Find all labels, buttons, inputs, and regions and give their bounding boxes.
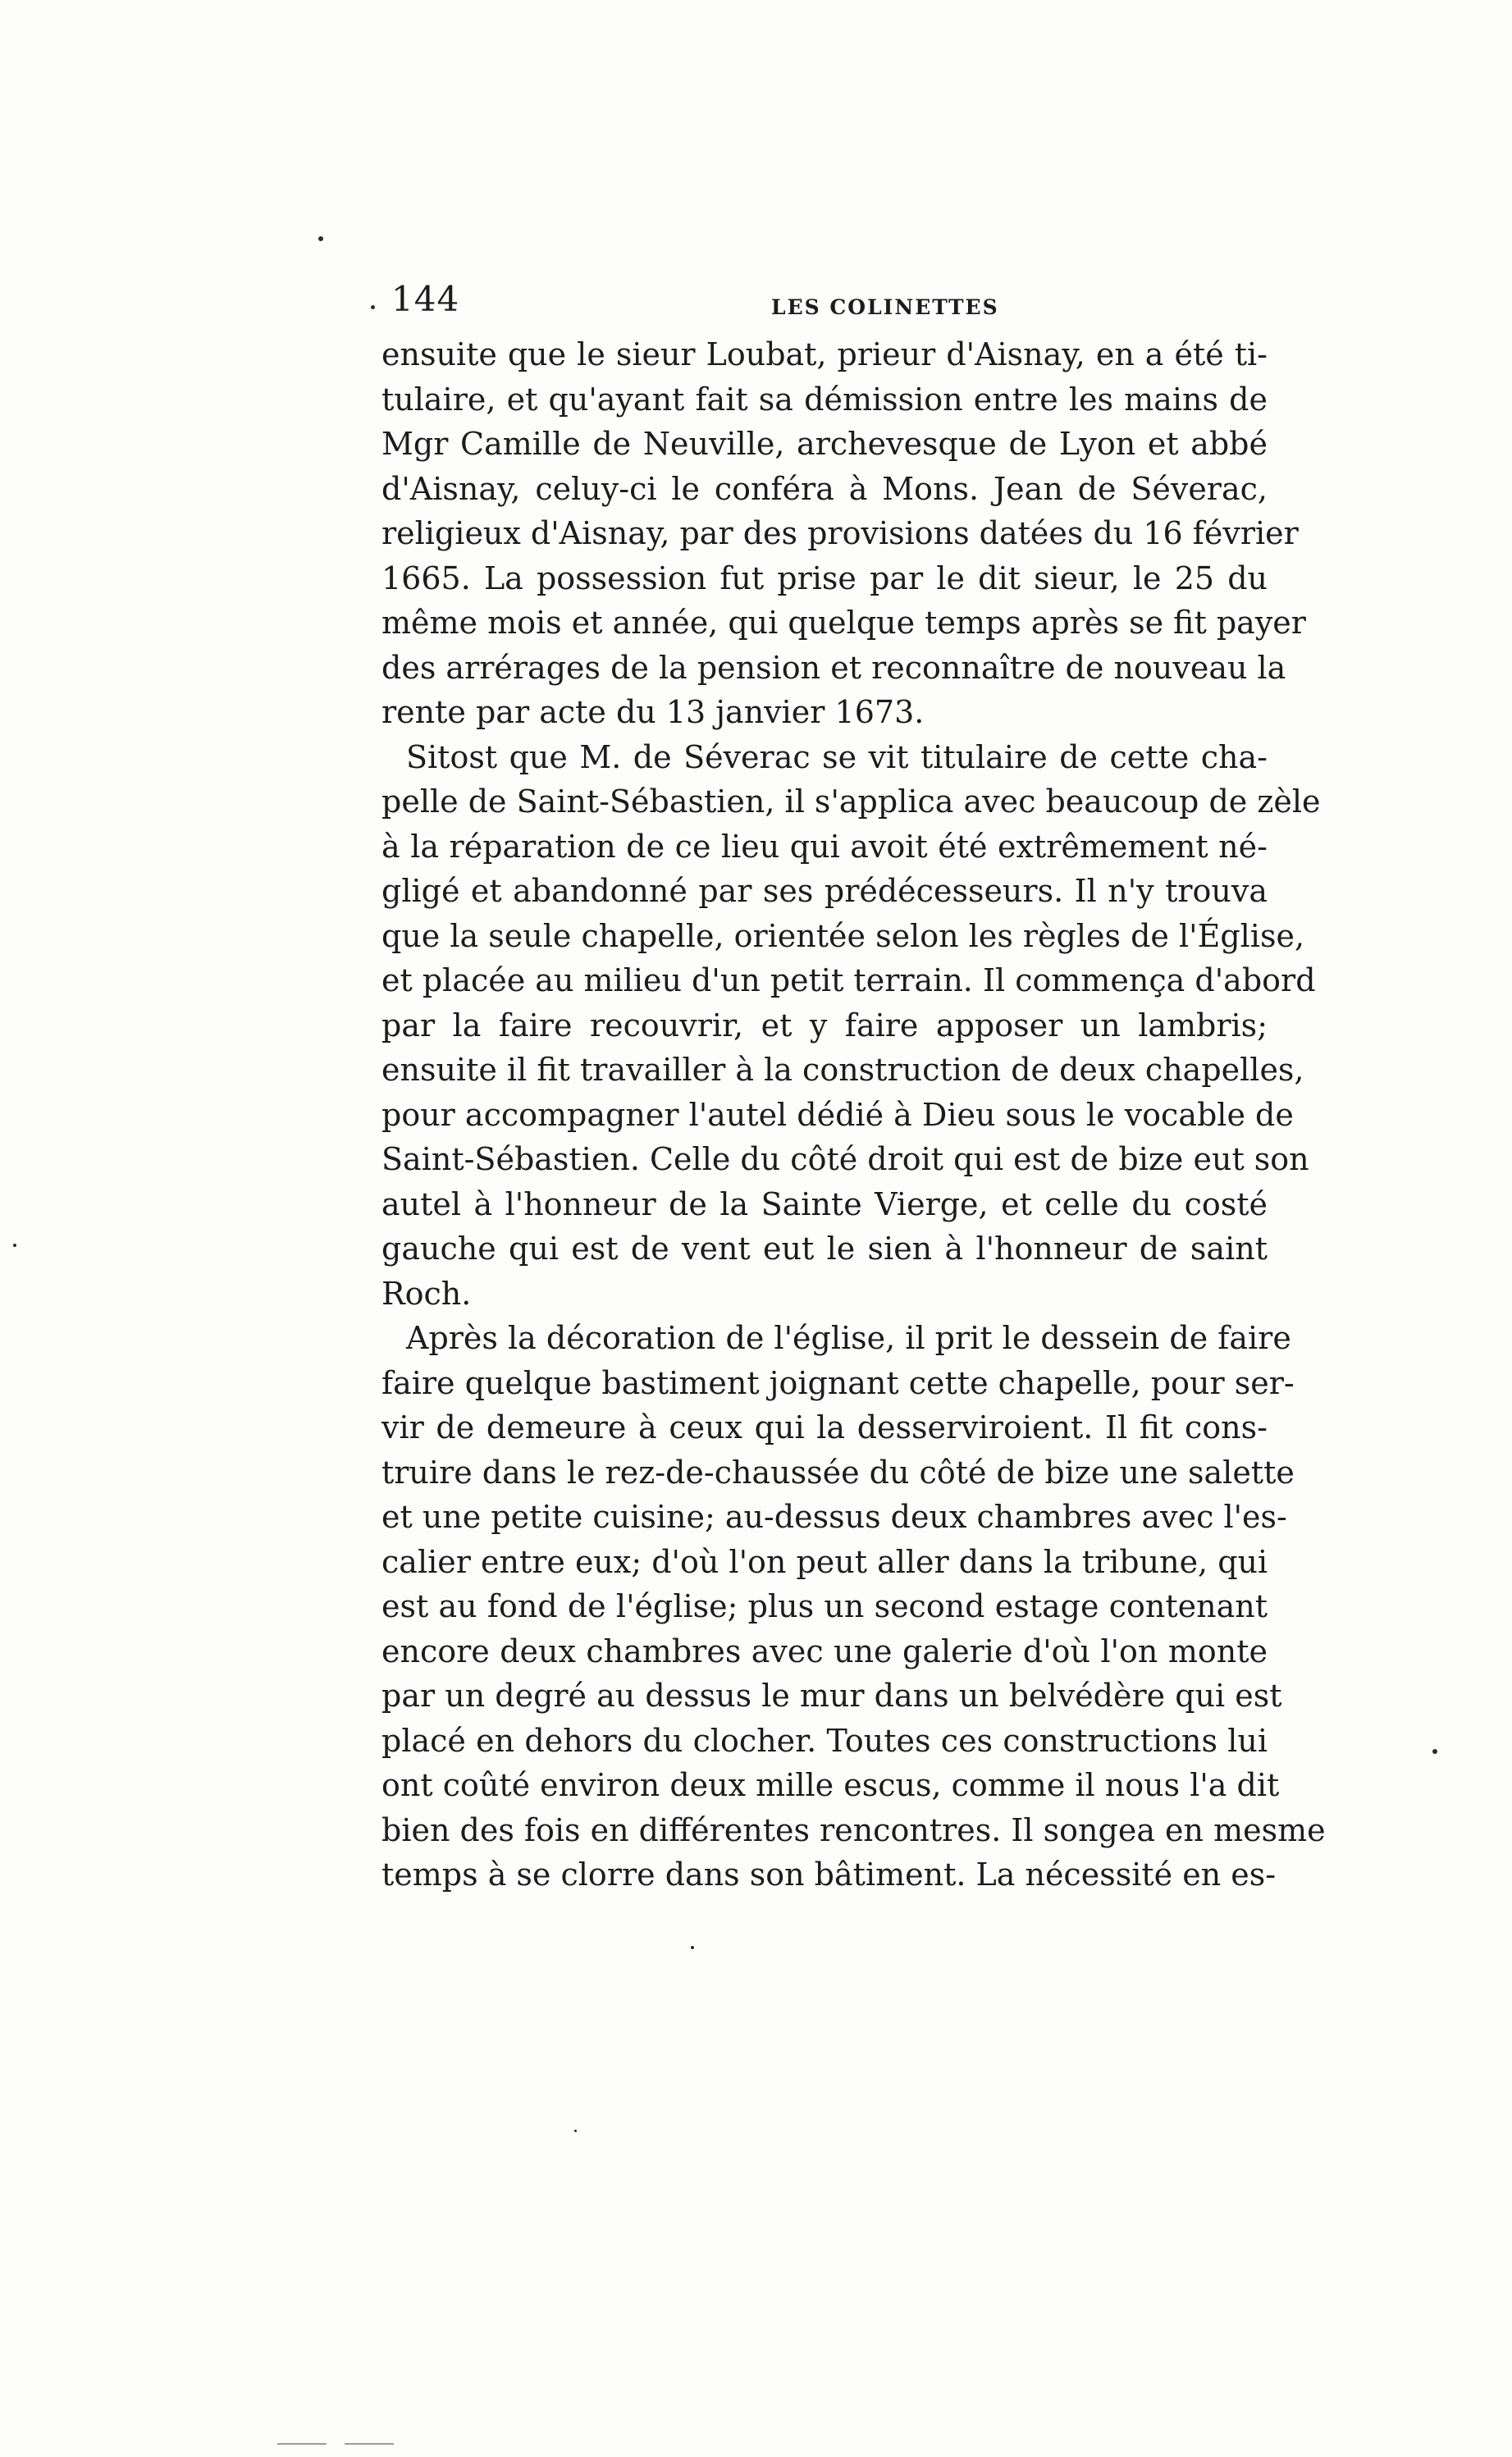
text-line: autel à l'honneur de la Sainte Vierge, et celle du costé bbox=[381, 1185, 1268, 1222]
text-line: des arrérages de la pension et reconnaître de nouveau la bbox=[381, 649, 1286, 686]
text-line: religieux d'Aisnay, par des provisions datées du 16 février bbox=[381, 515, 1299, 551]
text-line: Après la décoration de l'église, il prit le dessein de faire bbox=[406, 1320, 1291, 1356]
text-line: et placée au milieu d'un petit terrain. Il commença d'abord bbox=[381, 962, 1316, 998]
text-line: calier entre eux; d'où l'on peut aller dans la tribune, qui bbox=[381, 1543, 1268, 1580]
paragraph-1 bbox=[381, 332, 1306, 735]
text-line: gligé et abandonné par ses prédécesseurs. Il n'y trouva bbox=[381, 873, 1268, 909]
text-line: pelle de Saint-Sébastien, il s'applica avec beaucoup de zèle bbox=[381, 783, 1321, 820]
text-line: placé en dehors du clocher. Toutes ces constructions lui bbox=[381, 1722, 1268, 1759]
text-line: par un degré au dessus le mur dans un belvédère qui est bbox=[381, 1678, 1282, 1714]
text-line: bien des fois en différentes rencontres. Il songea en mesme bbox=[381, 1811, 1326, 1848]
text-line: encore deux chambres avec une galerie d'où l'on monte bbox=[381, 1633, 1268, 1669]
text-line: est au fond de l'église; plus un second estage contenant bbox=[381, 1588, 1268, 1624]
paragraph-3 bbox=[381, 1316, 1326, 1898]
text-line: ensuite il fit travailler à la construction de deux chapelles, bbox=[381, 1052, 1304, 1088]
text-line: Mgr Camille de Neuville, archevesque de Lyon et abbé bbox=[381, 426, 1268, 462]
text-line: d'Aisnay, celuy-ci le conféra à Mons. Jean de Séverac, bbox=[381, 470, 1268, 507]
text-line: rente par acte du 13 janvier 1673. bbox=[381, 694, 925, 730]
body-text bbox=[381, 332, 1326, 1898]
text-line: que la seule chapelle, orientée selon les règles de l'Église, bbox=[381, 917, 1305, 954]
scan-speck bbox=[371, 305, 375, 309]
text-line: ont coûté environ deux mille escus, comme il nous l'a dit bbox=[381, 1767, 1280, 1803]
scan-speck bbox=[1432, 1749, 1437, 1754]
text-line: et une petite cuisine; au-dessus deux chambres avec l'es- bbox=[381, 1499, 1287, 1535]
scan-edge-line bbox=[345, 2443, 394, 2445]
text-line: vir de demeure à ceux qui la desserviroient. Il fit cons- bbox=[381, 1409, 1268, 1445]
text-line: temps à se clorre dans son bâtiment. La nécessité en es- bbox=[381, 1856, 1277, 1893]
text-line: ensuite que le sieur Loubat, prieur d'Aisnay, en a été ti- bbox=[381, 336, 1268, 372]
text-line: Sitost que M. de Séverac se vit titulaire de cette cha- bbox=[406, 738, 1268, 775]
scan-edge-line bbox=[277, 2443, 327, 2445]
text-line: faire quelque bastiment joignant cette chapelle, pour ser- bbox=[381, 1364, 1295, 1401]
running-title: LES COLINETTES bbox=[771, 295, 999, 319]
scan-speck bbox=[691, 1946, 694, 1949]
text-line: pour accompagner l'autel dédié à Dieu sous le vocable de bbox=[381, 1096, 1294, 1133]
scan-speck bbox=[574, 2130, 577, 2132]
scan-speck bbox=[13, 1244, 16, 1247]
scan-speck bbox=[318, 236, 323, 241]
text-line: même mois et année, qui quelque temps après se fit payer bbox=[381, 605, 1306, 641]
text-line: par la faire recouvrir, et y faire apposer un lambris; bbox=[381, 1007, 1268, 1044]
page-header bbox=[381, 279, 1268, 328]
paragraph-2 bbox=[381, 735, 1321, 1317]
text-line: 1665. La possession fut prise par le dit sieur, le 25 du bbox=[381, 559, 1268, 596]
text-line: truire dans le rez-de-chaussée du côté de bize une salette bbox=[381, 1454, 1295, 1491]
page-number: 144 bbox=[391, 279, 460, 319]
text-line: à la réparation de ce lieu qui avoit été extrêmement né- bbox=[381, 828, 1268, 865]
text-line: tulaire, et qu'ayant fait sa démission entre les mains de bbox=[381, 381, 1268, 418]
text-line: Saint-Sébastien. Celle du côté droit qui est de bize eut son bbox=[381, 1141, 1309, 1177]
text-line: gauche qui est de vent eut le sien à l'honneur de saint bbox=[381, 1231, 1268, 1267]
text-line: Roch. bbox=[381, 1275, 472, 1312]
